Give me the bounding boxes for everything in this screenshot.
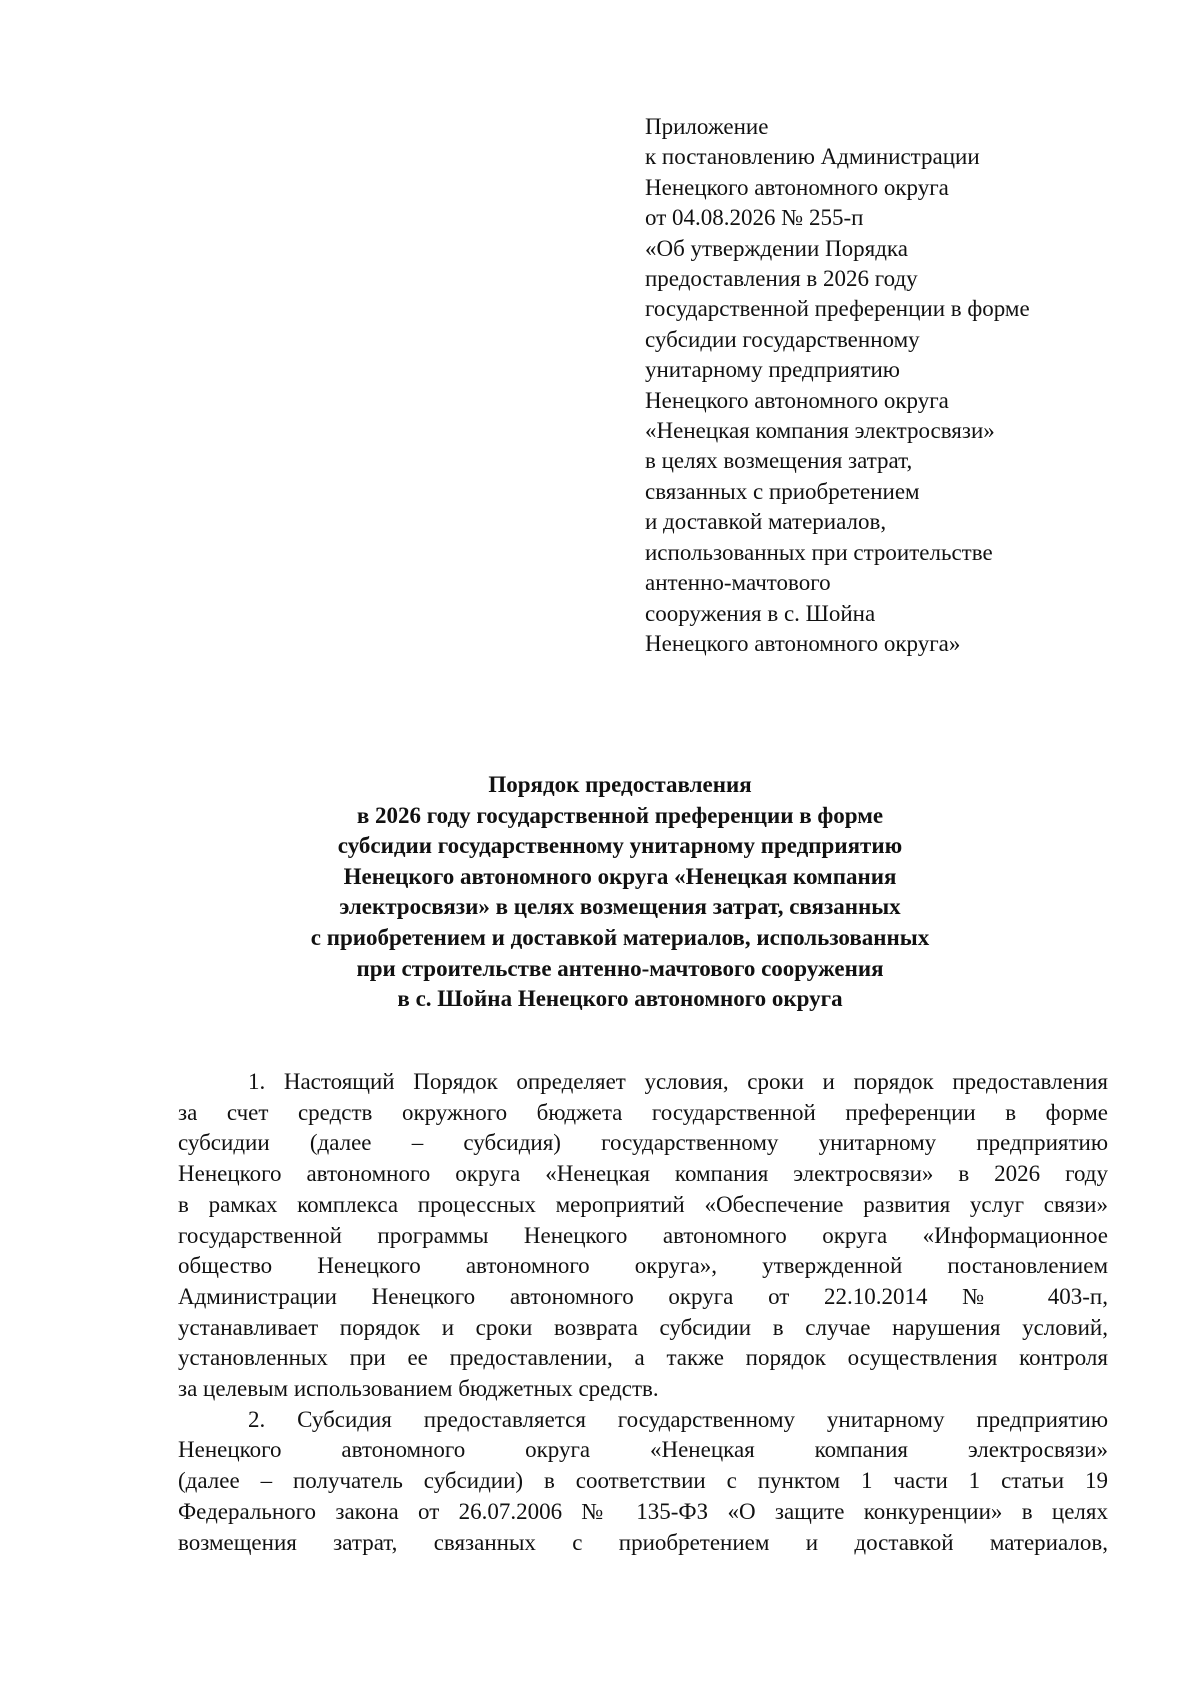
body-line: за счет средств окружного бюджета государственной преференции в форме xyxy=(178,1099,1108,1125)
appendix-line: и доставкой материалов, xyxy=(645,509,887,535)
title-line: Ненецкого автономного округа «Ненецкая компания xyxy=(343,863,897,889)
body-line: (далее – получатель субсидии) в соответствии с пунктом 1 части 1 статьи 19 xyxy=(178,1468,1108,1494)
appendix-line: предоставления в 2026 году xyxy=(645,266,918,292)
body-line: за целевым использованием бюджетных средств. xyxy=(178,1376,659,1402)
body-line: Ненецкого автономного округа «Ненецкая компания электросвязи» в 2026 году xyxy=(178,1161,1108,1187)
appendix-line: Ненецкого автономного округа» xyxy=(645,630,961,656)
body-line: 2. Субсидия предоставляется государственному унитарному предприятию xyxy=(248,1406,1108,1432)
appendix-header xyxy=(645,112,1125,659)
appendix-line: в целях возмещения затрат, xyxy=(645,448,913,474)
body-line: государственной программы Ненецкого автономного округа «Информационное xyxy=(178,1222,1108,1248)
document-title xyxy=(210,770,1030,1015)
appendix-line: использованных при строительстве xyxy=(645,539,993,565)
appendix-line: связанных с приобретением xyxy=(645,478,920,504)
paragraph-2 xyxy=(178,1405,1108,1559)
title-line: в 2026 году государственной преференции в форме xyxy=(356,802,884,828)
appendix-line: «Об утверждении Порядка xyxy=(645,235,908,261)
appendix-line: Ненецкого автономного округа xyxy=(645,387,949,413)
title-line: с приобретением и доставкой материалов, использованных xyxy=(310,924,930,950)
paragraph-1 xyxy=(178,1067,1108,1405)
title-line: Порядок предоставления xyxy=(488,772,752,797)
appendix-line: сооружения в с. Шойна xyxy=(645,600,876,626)
appendix-line: к постановлению Администрации xyxy=(645,144,980,170)
body-line: устанавливает порядок и сроки возврата субсидии в случае нарушения условий, xyxy=(178,1314,1108,1340)
body-line: субсидии (далее – субсидия) государственному унитарному предприятию xyxy=(178,1130,1108,1156)
appendix-line: от 04.08.2026 № 255-п xyxy=(645,205,864,231)
body-line: Администрации Ненецкого автономного округа от 22.10.2014 № 403-п, xyxy=(178,1283,1108,1309)
title-line: при строительстве антенно-мачтового сооружения xyxy=(356,955,884,981)
document-body xyxy=(178,1067,1108,1558)
body-line: Ненецкого автономного округа «Ненецкая компания электросвязи» xyxy=(178,1437,1108,1463)
appendix-line: Ненецкого автономного округа xyxy=(645,174,949,200)
appendix-line: субсидии государственному xyxy=(645,326,920,352)
appendix-line: государственной преференции в форме xyxy=(645,296,1030,322)
title-line: в с. Шойна Ненецкого автономного округа xyxy=(397,986,843,1012)
appendix-line: унитарному предприятию xyxy=(645,357,900,383)
appendix-line: «Ненецкая компания электросвязи» xyxy=(645,418,995,444)
body-line: возмещения затрат, связанных с приобретением и доставкой материалов, xyxy=(178,1529,1108,1555)
appendix-line: Приложение xyxy=(645,114,769,139)
title-line: электросвязи» в целях возмещения затрат, связанных xyxy=(339,894,901,920)
body-line: 1. Настоящий Порядок определяет условия, сроки и порядок предоставления xyxy=(248,1069,1108,1094)
body-line: установленных при ее предоставлении, а также порядок осуществления контроля xyxy=(178,1345,1108,1371)
body-line: общество Ненецкого автономного округа», утвержденной постановлением xyxy=(178,1253,1108,1279)
body-line: в рамках комплекса процессных мероприятий «Обеспечение развития услуг связи» xyxy=(178,1191,1108,1217)
body-line: Федерального закона от 26.07.2006 № 135-ФЗ «О защите конкуренции» в целях xyxy=(178,1498,1108,1524)
title-line: субсидии государственному унитарному предприятию xyxy=(337,833,903,859)
appendix-line: антенно-мачтового xyxy=(645,570,831,596)
